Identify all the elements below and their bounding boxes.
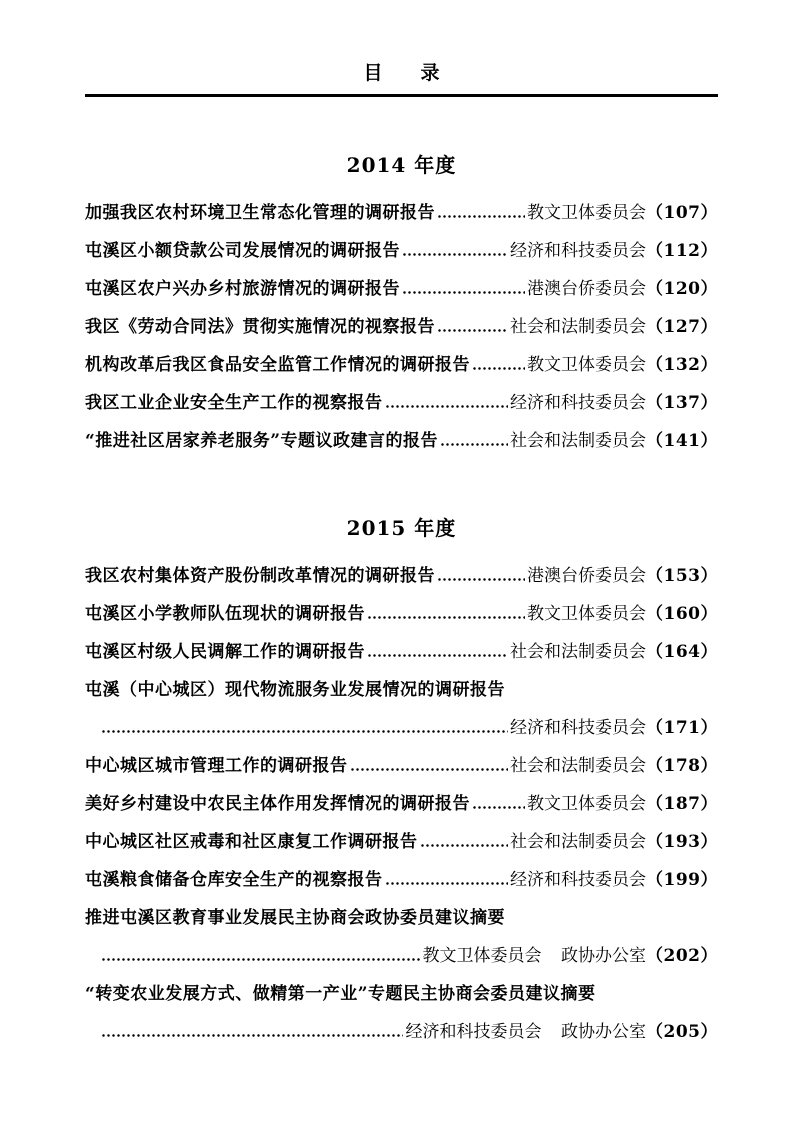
toc-entry bbox=[85, 823, 718, 861]
entry-title: 加强我区农村环境卫生常态化管理的调研报告 bbox=[85, 203, 435, 223]
entry-page-number: （137） bbox=[646, 393, 718, 413]
toc-entry bbox=[85, 422, 718, 460]
entry-list-2015 bbox=[85, 557, 718, 1051]
entry-leader-line bbox=[85, 937, 718, 975]
entry-page-number: （153） bbox=[646, 566, 718, 586]
entry-page-number: （120） bbox=[646, 279, 718, 299]
dot-leader bbox=[472, 806, 525, 809]
toc-entry bbox=[85, 633, 718, 671]
entry-page-number: （107） bbox=[646, 203, 718, 223]
entry-title: 我区农村集体资产股份制改革情况的调研报告 bbox=[85, 566, 435, 586]
toc-entry bbox=[85, 861, 718, 899]
dot-leader bbox=[350, 768, 509, 771]
entry-line bbox=[85, 232, 718, 270]
entry-title: 推进屯溪区教育事业发展民主协商会政协委员建议摘要 bbox=[85, 908, 505, 928]
section-heading-2015: 2015 年度 bbox=[346, 516, 457, 540]
dot-leader bbox=[101, 958, 420, 961]
entry-line bbox=[85, 557, 718, 595]
entry-line bbox=[85, 422, 718, 460]
entry-office: 政协办公室 bbox=[561, 946, 646, 966]
entry-line bbox=[85, 308, 718, 346]
page-title: 目 录 bbox=[363, 62, 440, 84]
entry-page-number: （132） bbox=[646, 355, 718, 375]
entry-office: 政协办公室 bbox=[561, 1022, 646, 1042]
dot-leader bbox=[402, 253, 508, 256]
dot-leader bbox=[367, 616, 525, 619]
entry-committee: 经济和科技委员会 bbox=[510, 718, 646, 738]
entry-committee: 港澳台侨委员会 bbox=[527, 279, 646, 299]
toc-section-2014 bbox=[85, 149, 718, 460]
toc-entry bbox=[85, 975, 718, 1051]
toc-entry bbox=[85, 595, 718, 633]
entry-page-number: （199） bbox=[646, 870, 718, 890]
entry-title: 我区工业企业安全生产工作的视察报告 bbox=[85, 393, 383, 413]
entry-title: 屯溪区小学教师队伍现状的调研报告 bbox=[85, 604, 365, 624]
entry-page-number: （164） bbox=[646, 642, 718, 662]
entry-page-number: （127） bbox=[646, 317, 718, 337]
entry-line bbox=[85, 346, 718, 384]
entry-title: “转变农业发展方式、做精第一产业”专题民主协商会委员建议摘要 bbox=[85, 984, 596, 1004]
dot-leader bbox=[472, 367, 525, 370]
toc-section-2015 bbox=[85, 512, 718, 1051]
entry-committee: 社会和法制委员会 bbox=[510, 317, 646, 337]
toc-entry bbox=[85, 232, 718, 270]
entry-committee: 教文卫体委员会 bbox=[422, 946, 542, 966]
entry-committee: 社会和法制委员会 bbox=[510, 431, 646, 451]
entry-committee: 社会和法制委员会 bbox=[510, 756, 646, 776]
entry-title: 屯溪区村级人民调解工作的调研报告 bbox=[85, 642, 365, 662]
entry-committee: 教文卫体委员会 bbox=[527, 355, 646, 375]
entry-page-number: （205） bbox=[646, 1022, 718, 1042]
section-heading-2014: 2014 年度 bbox=[346, 153, 457, 177]
toc-entry bbox=[85, 671, 718, 747]
entry-line bbox=[85, 194, 718, 232]
entry-title: 美好乡村建设中农民主体作用发挥情况的调研报告 bbox=[85, 794, 470, 814]
entry-line bbox=[85, 823, 718, 861]
entry-title: “推进社区居家养老服务”专题议政建言的报告 bbox=[85, 431, 439, 451]
entry-line bbox=[85, 633, 718, 671]
entry-page-number: （112） bbox=[646, 241, 718, 261]
entry-title-line bbox=[85, 975, 718, 1013]
dot-leader bbox=[385, 405, 509, 408]
entry-leader-line bbox=[85, 709, 718, 747]
dot-leader bbox=[420, 844, 509, 847]
toc-entry bbox=[85, 899, 718, 975]
toc-entry bbox=[85, 747, 718, 785]
entry-list-2014 bbox=[85, 194, 718, 460]
entry-line bbox=[85, 270, 718, 308]
entry-title: 我区《劳动合同法》贯彻实施情况的视察报告 bbox=[85, 317, 435, 337]
entry-page-number: （141） bbox=[646, 431, 718, 451]
dot-leader bbox=[437, 578, 525, 581]
entry-page-number: （187） bbox=[646, 794, 718, 814]
entry-line bbox=[85, 861, 718, 899]
entry-committee: 港澳台侨委员会 bbox=[527, 566, 646, 586]
dot-leader bbox=[437, 215, 525, 218]
dot-leader bbox=[385, 882, 509, 885]
entry-title: 屯溪粮食储备仓库安全生产的视察报告 bbox=[85, 870, 383, 890]
entry-line bbox=[85, 785, 718, 823]
entry-title: 屯溪区农户兴办乡村旅游情况的调研报告 bbox=[85, 279, 400, 299]
entry-title: 屯溪区小额贷款公司发展情况的调研报告 bbox=[85, 241, 400, 261]
entry-committee: 教文卫体委员会 bbox=[527, 794, 646, 814]
toc-entry bbox=[85, 557, 718, 595]
toc-entry bbox=[85, 270, 718, 308]
entry-page-number: （193） bbox=[646, 832, 718, 852]
toc-entry bbox=[85, 785, 718, 823]
entry-title: 中心城区社区戒毒和社区康复工作调研报告 bbox=[85, 832, 418, 852]
entry-title-line bbox=[85, 899, 718, 937]
entry-line bbox=[85, 747, 718, 785]
toc-entry bbox=[85, 346, 718, 384]
entry-committee: 社会和法制委员会 bbox=[510, 642, 646, 662]
entry-page-number: （171） bbox=[646, 718, 718, 738]
dot-leader bbox=[367, 654, 508, 657]
dot-leader bbox=[402, 291, 525, 294]
entry-committee: 经济和科技委员会 bbox=[510, 393, 646, 413]
entry-page-number: （202） bbox=[646, 946, 718, 966]
dot-leader bbox=[101, 730, 508, 733]
entry-title: 屯溪（中心城区）现代物流服务业发展情况的调研报告 bbox=[85, 680, 505, 700]
entry-title-line bbox=[85, 671, 718, 709]
entry-leader-line bbox=[85, 1013, 718, 1051]
entry-committee: 经济和科技委员会 bbox=[405, 1022, 542, 1042]
entry-committee: 社会和法制委员会 bbox=[510, 832, 646, 852]
header-rule bbox=[85, 94, 718, 97]
entry-committee: 教文卫体委员会 bbox=[527, 604, 646, 624]
entry-line bbox=[85, 384, 718, 422]
entry-title: 中心城区城市管理工作的调研报告 bbox=[85, 756, 348, 776]
toc-entry bbox=[85, 384, 718, 422]
entry-page-number: （178） bbox=[646, 756, 718, 776]
toc-entry bbox=[85, 308, 718, 346]
toc-entry bbox=[85, 194, 718, 232]
dot-leader bbox=[440, 443, 508, 446]
dot-leader bbox=[101, 1034, 403, 1037]
entry-committee: 教文卫体委员会 bbox=[527, 203, 646, 223]
entry-page-number: （160） bbox=[646, 604, 718, 624]
dot-leader bbox=[437, 329, 508, 332]
entry-committee: 经济和科技委员会 bbox=[510, 241, 646, 261]
entry-committee: 经济和科技委员会 bbox=[510, 870, 646, 890]
entry-line bbox=[85, 595, 718, 633]
entry-title: 机构改革后我区食品安全监管工作情况的调研报告 bbox=[85, 355, 470, 375]
